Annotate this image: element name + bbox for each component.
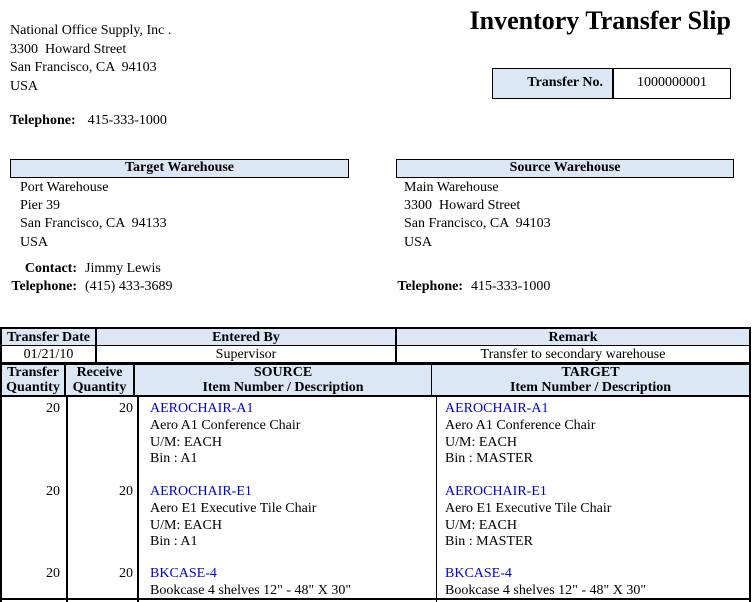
target-item-code-link[interactable]: AEROCHAIR-E1 <box>445 484 547 499</box>
target-contact-label: Contact: <box>24 261 77 276</box>
table-bottom-border <box>0 598 751 600</box>
transfer-qty-value: 20 <box>46 401 60 416</box>
target-warehouse-city: San Francisco, CA 94133 <box>20 216 167 232</box>
source-warehouse-address <box>404 179 551 252</box>
entered-by-value: Supervisor <box>97 346 397 362</box>
source-item-description: Aero A1 Conference Chair <box>150 417 301 433</box>
transfer-info-header-row <box>2 329 749 346</box>
receive-qty-value: 20 <box>119 566 133 581</box>
target-warehouse-header: Target Warehouse <box>10 159 349 178</box>
source-warehouse-header: Source Warehouse <box>396 159 734 178</box>
target-item-um: U/M: EACH <box>445 517 517 533</box>
target-item-cell <box>445 564 743 600</box>
source-item-cell <box>150 399 430 468</box>
entered-by-header: Entered By <box>97 329 397 345</box>
transfer-qty-value: 20 <box>46 484 60 499</box>
transfer-no-label: Transfer No. <box>493 69 614 98</box>
source-warehouse-city: San Francisco, CA 94103 <box>404 216 551 232</box>
company-phone-value: 415-333-1000 <box>87 113 167 129</box>
receive-qty-value: 20 <box>119 401 133 416</box>
page-title: Inventory Transfer Slip <box>469 6 731 35</box>
transfer-quantity-header: Transfer Quantity <box>2 365 66 395</box>
target-phone-label: Telephone: <box>11 278 77 294</box>
source-warehouse-street: 3300 Howard Street <box>404 198 521 214</box>
company-address-line2: San Francisco, CA 94103 <box>10 60 157 76</box>
target-warehouse-street: Pier 39 <box>20 198 61 214</box>
target-phone-value: (415) 433-3689 <box>85 278 173 294</box>
source-item-code-link[interactable]: AEROCHAIR-A1 <box>150 401 254 416</box>
transfer-info-value-row <box>2 346 749 362</box>
source-warehouse-country: USA <box>404 234 433 250</box>
receive-quantity-header: Receive Quantity <box>66 365 135 395</box>
receive-qty-value: 20 <box>119 484 133 499</box>
target-phone-line <box>10 278 173 296</box>
transfer-date-header: Transfer Date <box>2 329 97 345</box>
items-table-right-border <box>749 397 751 602</box>
target-item-bin: Bin : MASTER <box>445 534 533 550</box>
transfer-no-box <box>492 68 731 99</box>
transfer-date-value: 01/21/10 <box>2 346 97 362</box>
target-warehouse-contact-block <box>10 260 173 295</box>
source-item-bin: Bin : A1 <box>150 534 198 550</box>
items-table-col-divider-3 <box>436 397 437 602</box>
target-item-bin: Bin : MASTER <box>445 451 533 467</box>
items-table-col-divider-1 <box>66 397 68 602</box>
source-warehouse-contact-block <box>396 278 550 296</box>
source-phone-label: Telephone: <box>397 279 463 294</box>
company-phone-label: Telephone: <box>10 113 76 129</box>
target-item-code-link[interactable]: AEROCHAIR-A1 <box>445 401 549 416</box>
items-table-header <box>0 363 751 397</box>
source-item-bin: Bin : A1 <box>150 451 198 467</box>
source-item-description: Aero E1 Executive Tile Chair <box>150 500 317 516</box>
items-table-col-divider-2 <box>137 397 139 602</box>
company-address-line1: 3300 Howard Street <box>10 41 127 57</box>
source-item-um: U/M: EACH <box>150 517 222 533</box>
target-item-cell <box>445 482 743 551</box>
target-warehouse-address <box>20 179 167 252</box>
source-item-cell <box>150 482 430 551</box>
source-item-um: U/M: EACH <box>150 434 222 450</box>
source-phone-value: 415-333-1000 <box>471 279 551 294</box>
company-address-block <box>10 22 171 131</box>
source-item-code-link[interactable]: AEROCHAIR-E1 <box>150 484 252 499</box>
target-warehouse-name: Port Warehouse <box>20 180 109 195</box>
target-item-cell <box>445 399 743 468</box>
remark-value: Transfer to secondary warehouse <box>480 347 666 362</box>
source-item-description: Bookcase 4 shelves 12" - 48" X 30" <box>150 582 352 598</box>
transfer-qty-value: 20 <box>46 566 60 581</box>
target-warehouse-country: USA <box>20 234 49 250</box>
source-item-code-link[interactable]: BKCASE-4 <box>150 566 217 581</box>
source-phone-line <box>396 278 550 296</box>
target-contact-line <box>10 260 173 278</box>
transfer-no-value: 1000000001 <box>637 75 707 90</box>
source-warehouse-name: Main Warehouse <box>404 180 499 195</box>
target-item-code-link[interactable]: BKCASE-4 <box>445 566 512 581</box>
source-item-cell <box>150 564 430 600</box>
remark-header: Remark <box>548 330 598 345</box>
company-name: National Office Supply, Inc . <box>10 23 172 38</box>
source-item-header: SOURCE Item Number / Description <box>135 365 432 395</box>
target-contact-value: Jimmy Lewis <box>85 261 161 276</box>
transfer-info-table <box>0 327 751 364</box>
company-phone-line <box>10 112 171 131</box>
target-item-header: TARGET Item Number / Description <box>509 365 672 395</box>
target-item-um: U/M: EACH <box>445 434 517 450</box>
target-item-description: Aero E1 Executive Tile Chair <box>445 500 612 516</box>
company-address-line3: USA <box>10 78 39 94</box>
target-item-description: Aero A1 Conference Chair <box>445 417 596 433</box>
target-item-description: Bookcase 4 shelves 12" - 48" X 30" <box>445 582 647 598</box>
